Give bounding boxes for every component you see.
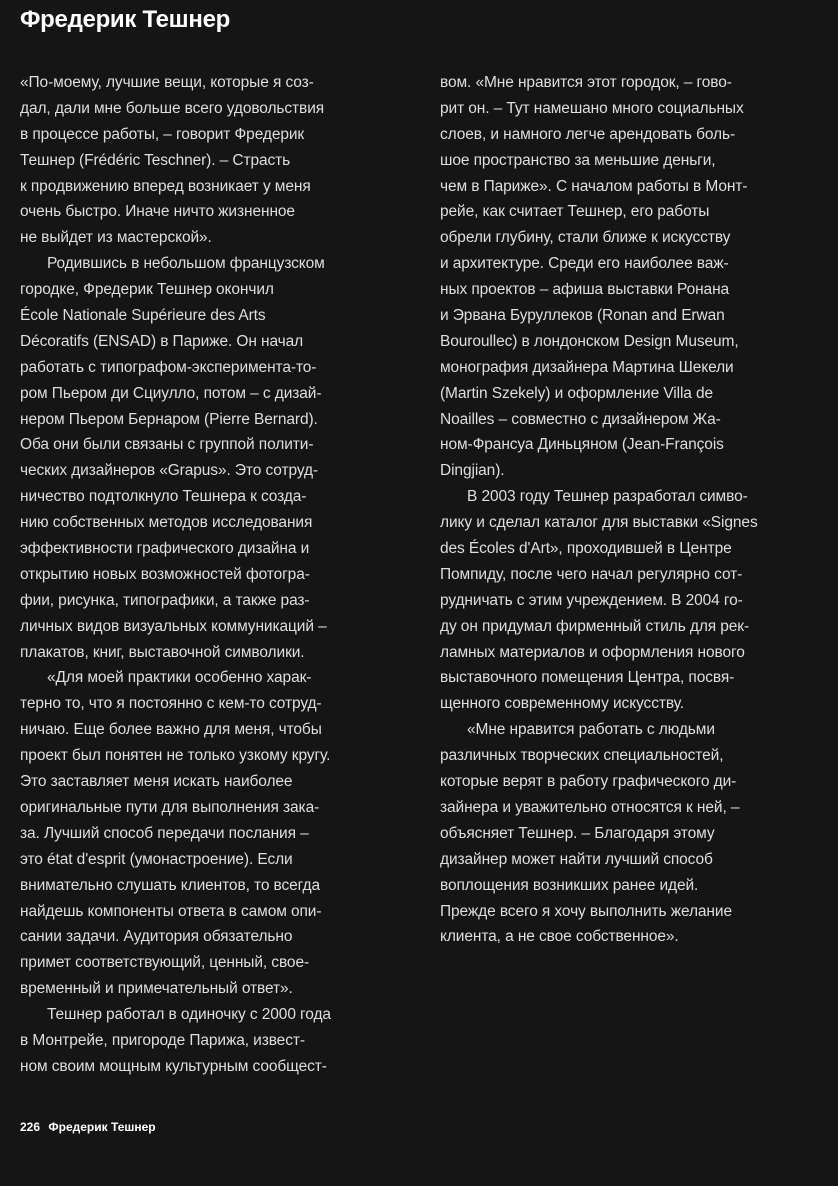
text-line: за. Лучший способ передачи послания – xyxy=(20,824,309,842)
text-line: это état d'esprit (умонастроение). Если xyxy=(20,850,293,868)
text-line: В 2003 году Тешнер разработал симво- xyxy=(467,488,748,506)
text-line: ром Пьером ди Сциулло, потом – с дизай- xyxy=(20,384,322,402)
text-line: Помпиду, после чего начал регулярно сот- xyxy=(440,565,743,583)
text-line: des Écoles d'Art», проходившей в Центре xyxy=(440,540,732,558)
text-line: École Nationale Supérieure des Arts xyxy=(20,307,266,325)
text-line: дизайнер может найти лучший способ xyxy=(440,850,713,868)
text-line: Оба они были связаны с группой полити- xyxy=(20,436,314,454)
text-line: эффективности графического дизайна и xyxy=(20,540,310,558)
text-line: сании задачи. Аудитория обязательно xyxy=(20,928,293,946)
text-line: работать с типографом-эксперимента-то- xyxy=(20,358,317,376)
text-line: дал, дали мне больше всего удовольствия xyxy=(20,99,325,117)
text-line: Dingjian). xyxy=(440,462,505,480)
text-line: плакатов, книг, выставочной символики. xyxy=(20,643,305,661)
text-line: ничество подтолкнуло Тешнера к созда- xyxy=(20,488,307,506)
text-line: ческих дизайнеров «Grapus». Это сотруд- xyxy=(20,462,318,480)
text-line: в Монтрейе, пригороде Парижа, извест- xyxy=(20,1031,305,1049)
text-line: клиента, а не свое собственное». xyxy=(440,928,679,946)
text-line: объясняет Тешнер. – Благодаря этому xyxy=(440,824,715,842)
text-line: очень быстро. Иначе ничто жизненное xyxy=(20,203,295,221)
text-line: «Для моей практики особенно харак- xyxy=(47,669,312,687)
text-line: Décoratifs (ENSAD) в Париже. Он начал xyxy=(20,332,304,350)
text-line: открытию новых возможностей фотогра- xyxy=(20,565,310,583)
text-line: Родившись в небольшом французском xyxy=(47,255,325,273)
text-line: ном-Франсуа Диньцяном (Jean-François xyxy=(440,436,724,454)
text-line: Bouroullec) в лондонском Design Museum, xyxy=(440,332,739,350)
text-line: «Мне нравится работать с людьми xyxy=(467,721,715,739)
text-line: лику и сделал каталог для выставки «Signes xyxy=(440,514,758,532)
text-line: воплощения возникших ранее идей. xyxy=(440,876,699,894)
page-footer xyxy=(20,1120,156,1134)
text-line: личных видов визуальных коммуникаций – xyxy=(20,617,327,635)
text-line: ламных материалов и оформления нового xyxy=(440,643,745,661)
text-line: рейе, как считает Тешнер, его работы xyxy=(440,203,710,221)
right-text-column xyxy=(440,70,820,950)
text-line: обрели глубину, стали ближе к искусству xyxy=(440,229,731,247)
text-line: которые верят в работу графического ди- xyxy=(440,773,737,791)
text-line: «По-моему, лучшие вещи, которые я соз- xyxy=(20,74,314,91)
text-line: и архитектуре. Среди его наиболее важ- xyxy=(440,255,729,273)
text-line: ных проектов – афиша выставки Ронана xyxy=(440,281,730,299)
text-line: и Эрвана Буруллеков (Ronan and Erwan xyxy=(440,307,725,325)
text-line: Прежде всего я хочу выполнить желание xyxy=(440,902,732,920)
text-line: городке, Фредерик Тешнер окончил xyxy=(20,281,274,299)
text-line: фии, рисунка, типографики, а также раз- xyxy=(20,591,310,609)
text-line: различных творческих специальностей, xyxy=(440,747,724,765)
text-line: найдешь компоненты ответа в самом опи- xyxy=(20,902,322,920)
text-line: монография дизайнера Мартина Шекели xyxy=(440,358,734,376)
text-line: не выйдет из мастерской». xyxy=(20,229,212,247)
text-line: проект был понятен не только узкому кругу. xyxy=(20,747,331,765)
text-line: рудничать с этим учреждением. В 2004 го- xyxy=(440,591,743,609)
text-line: оригинальные пути для выполнения зака- xyxy=(20,798,320,816)
text-line: щенного современному искусству. xyxy=(440,695,684,713)
text-line: примет соответствующий, ценный, свое- xyxy=(20,954,310,972)
page-title: Фредерик Тешнер xyxy=(20,6,230,33)
text-line: терно то, что я постоянно с кем-то сотруд- xyxy=(20,695,322,713)
text-line: нером Пьером Бернаром (Pierre Bernard). xyxy=(20,410,318,428)
page-number: 226 xyxy=(20,1120,41,1134)
text-line: ном своим мощным культурным сообщест- xyxy=(20,1057,327,1075)
text-line: вом. «Мне нравится этот городок, – гово- xyxy=(440,74,732,91)
text-line: внимательно слушать клиентов, то всегда xyxy=(20,876,321,894)
text-line: в процессе работы, – говорит Фредерик xyxy=(20,125,305,143)
text-line: ду он придумал фирменный стиль для рек- xyxy=(440,617,750,635)
text-line: шое пространство за меньшие деньги, xyxy=(440,151,716,169)
text-line: временный и примечательный ответ». xyxy=(20,980,293,998)
text-line: чем в Париже». С началом работы в Монт- xyxy=(440,177,748,195)
text-line: Тешнер (Frédéric Teschner). – Страсть xyxy=(20,151,291,169)
text-line: слоев, и намного легче арендовать боль- xyxy=(440,125,736,143)
left-text-column xyxy=(20,70,398,1080)
text-line: нию собственных методов исследования xyxy=(20,514,313,532)
text-line: рит он. – Тут намешано много социальных xyxy=(440,99,744,117)
text-line: Тешнер работал в одиночку с 2000 года xyxy=(47,1006,331,1024)
text-line: Это заставляет меня искать наиболее xyxy=(20,773,293,791)
text-line: выставочного помещения Центра, посвя- xyxy=(440,669,735,687)
running-title: Фредерик Тешнер xyxy=(48,1120,156,1134)
text-line: Noailles – совместно с дизайнером Жа- xyxy=(440,410,721,428)
text-line: зайнера и уважительно относятся к ней, – xyxy=(440,798,740,816)
text-line: к продвижению вперед возникает у меня xyxy=(20,177,311,195)
text-line: ничаю. Еще более важно для меня, чтобы xyxy=(20,721,322,739)
text-line: (Martin Szekely) и оформление Villa de xyxy=(440,384,714,402)
